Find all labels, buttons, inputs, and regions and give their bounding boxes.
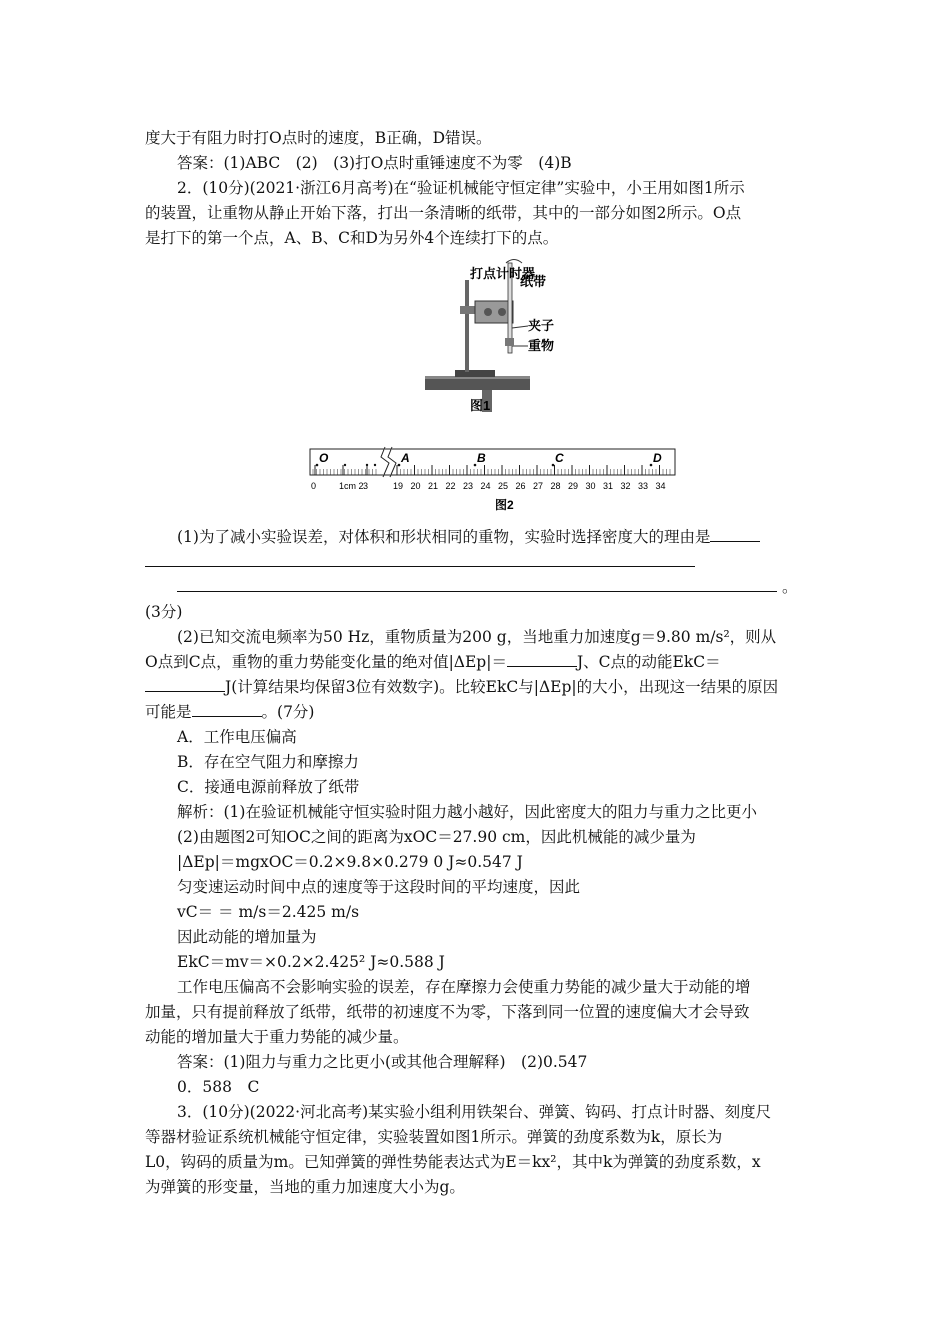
question-3-line: L0，钩码的质量为m。已知弹簧的弹性势能表达式为E＝kx²，其中k为弹簧的劲度系数，x	[145, 1153, 761, 1171]
ruler-tick-label: 20	[410, 481, 421, 491]
question-3-line: 3．(10分)(2022·河北高考)某实验小组利用铁架台、弹簧、钩码、打点计时器、刻度尺	[177, 1103, 772, 1121]
tape-point-label: B	[477, 451, 486, 465]
solution-line: 解析：(1)在验证机械能守恒实验时阻力越小越好，因此密度大的阻力与重力之比更小	[177, 803, 757, 821]
blank-line	[177, 575, 842, 599]
ruler-tick-label: 21	[428, 481, 439, 491]
ruler-tick-label: 23	[463, 481, 474, 491]
answer-blank[interactable]	[145, 676, 225, 692]
q2-text: J(计算结果均保留3位有效数字)。比较EkC与|ΔEp|的大小，出现这一结果的原因	[225, 678, 779, 696]
solution-line: (2)由题图2可知OC之间的距离为xOC＝27.90 cm，因此机械能的减少量为	[177, 828, 696, 846]
ruler-tick-label: 31	[603, 481, 614, 491]
answer-line: 答案：(1)ABC (2) (3)打O点时重锤速度不为零 (4)B	[177, 154, 572, 172]
timer-label: 打点计时器	[470, 266, 536, 281]
answer-line: 0．588 C	[177, 1078, 260, 1096]
sub-question-2-line	[145, 650, 810, 674]
ruler-tick-label: 25	[498, 481, 509, 491]
solution-line: |ΔEp|＝mgxOC＝0.2×9.8×0.279 0 J≈0.547 J	[177, 853, 523, 871]
answer-line: 答案：(1)阻力与重力之比更小(或其他合理解释) (2)0.547	[177, 1053, 588, 1071]
apparatus-diagram	[420, 258, 580, 418]
option-b: B．存在空气阻力和摩擦力	[177, 753, 359, 771]
q2-text: 可能是	[145, 703, 192, 721]
tape-point-label: O	[319, 451, 329, 465]
tape-point-label: C	[555, 451, 564, 465]
text-line: 的装置，让重物从静止开始下落，打出一条清晰的纸带，其中的一部分如图2所示。O点	[145, 204, 742, 222]
solution-line: 加量，只有提前释放了纸带，纸带的初速度不为零，下落到同一位置的速度偏大才会导致	[145, 1003, 750, 1021]
sub-question-1	[177, 525, 842, 549]
tape-dot	[344, 464, 346, 466]
answer-blank[interactable]	[507, 651, 577, 667]
option-c: C．接通电源前释放了纸带	[177, 778, 360, 796]
text-line: 度大于有阻力时打O点时的速度，B正确，D错误。	[145, 129, 492, 147]
ruler-tick-label: 26	[515, 481, 526, 491]
solution-line: vC＝ ＝ m/s＝2.425 m/s	[177, 903, 360, 921]
ruler-tick-label: 22	[445, 481, 456, 491]
solution-line: 匀变速运动时间中点的速度等于这段时间的平均速度，因此	[177, 878, 581, 896]
question-3-line: 为弹簧的形变量，当地的重力加速度大小为g。	[145, 1178, 465, 1196]
tape-dot	[650, 464, 653, 467]
question-3-line: 等器材验证系统机械能守恒定律，实验装置如图1所示。弹簧的劲度系数为k，原长为	[145, 1128, 723, 1146]
solution-line: 工作电压偏高不会影响实验的误差，存在摩擦力会使重力势能的减少量大于动能的增	[177, 978, 751, 996]
blank-line	[145, 550, 810, 574]
q2-text: J、C点的动能EkC＝	[576, 653, 721, 671]
ruler-tick-label: 0	[311, 481, 317, 491]
ruler-tick-label: 34	[655, 481, 666, 491]
tape-dot	[398, 464, 401, 467]
figure-2	[305, 445, 680, 513]
tape-point-label: D	[653, 451, 662, 465]
tape-dot	[316, 464, 319, 467]
figure-2-caption: 图2	[495, 498, 514, 512]
sub-question-2: (2)已知交流电频率为50 Hz，重物质量为200 g，当地重力加速度g＝9.80 m/s²，则从	[177, 628, 777, 646]
q1-text: (1)为了减小实验误差，对体积和形状相同的重物，实验时选择密度大的理由是	[177, 528, 711, 546]
ruler-tick-label: 24	[480, 481, 491, 491]
tape-ruler-diagram	[305, 445, 680, 513]
figure-1-caption: 图1	[470, 398, 491, 413]
tape-point-label: A	[401, 451, 410, 465]
ruler-tick-label: 3	[363, 481, 369, 491]
question-2-line: 2．(10分)(2021·浙江6月高考)在“验证机械能守恒定律”实验中，小王用如图1所示	[177, 179, 745, 197]
q2-text: O点到C点，重物的重力势能变化量的绝对值|ΔEp|＝	[145, 653, 507, 671]
tape-dot	[474, 464, 477, 467]
ruler-tick-label: 28	[550, 481, 561, 491]
weight-label: 重物	[528, 338, 555, 353]
q2-text: 。(7分)	[261, 703, 315, 721]
solution-line: 因此动能的增加量为	[177, 928, 317, 946]
ruler-tick-label: 19	[393, 481, 404, 491]
tape-dot	[374, 464, 376, 466]
ruler-tick-label: 1cm 2	[339, 481, 364, 491]
ruler-tick-label: 27	[533, 481, 544, 491]
clip-label: 夹子	[528, 318, 555, 333]
option-a: A．工作电压偏高	[177, 728, 297, 746]
ruler-tick-label: 33	[638, 481, 649, 491]
solution-line: EkC＝mv＝×0.2×2.425² J≈0.588 J	[177, 953, 445, 971]
score: (3分)	[145, 603, 183, 621]
tape-dot	[366, 464, 368, 466]
ruler-tick-label: 32	[620, 481, 631, 491]
answer-blank[interactable]	[145, 551, 695, 567]
text-line: 是打下的第一个点，A、B、C和D为另外4个连续打下的点。	[145, 229, 559, 247]
period: 。	[781, 578, 798, 596]
answer-blank[interactable]	[710, 526, 760, 542]
tape-label: 纸带	[520, 274, 547, 289]
ruler-tick-label: 30	[585, 481, 596, 491]
answer-blank[interactable]	[192, 701, 262, 717]
figure-1	[420, 258, 580, 418]
sub-question-2-line	[145, 675, 810, 699]
sub-question-2-line	[145, 700, 810, 724]
solution-line: 动能的增加量大于重力势能的减少量。	[145, 1028, 409, 1046]
answer-blank[interactable]	[177, 576, 777, 592]
tape-dot	[552, 464, 555, 467]
ruler-tick-label: 29	[568, 481, 579, 491]
